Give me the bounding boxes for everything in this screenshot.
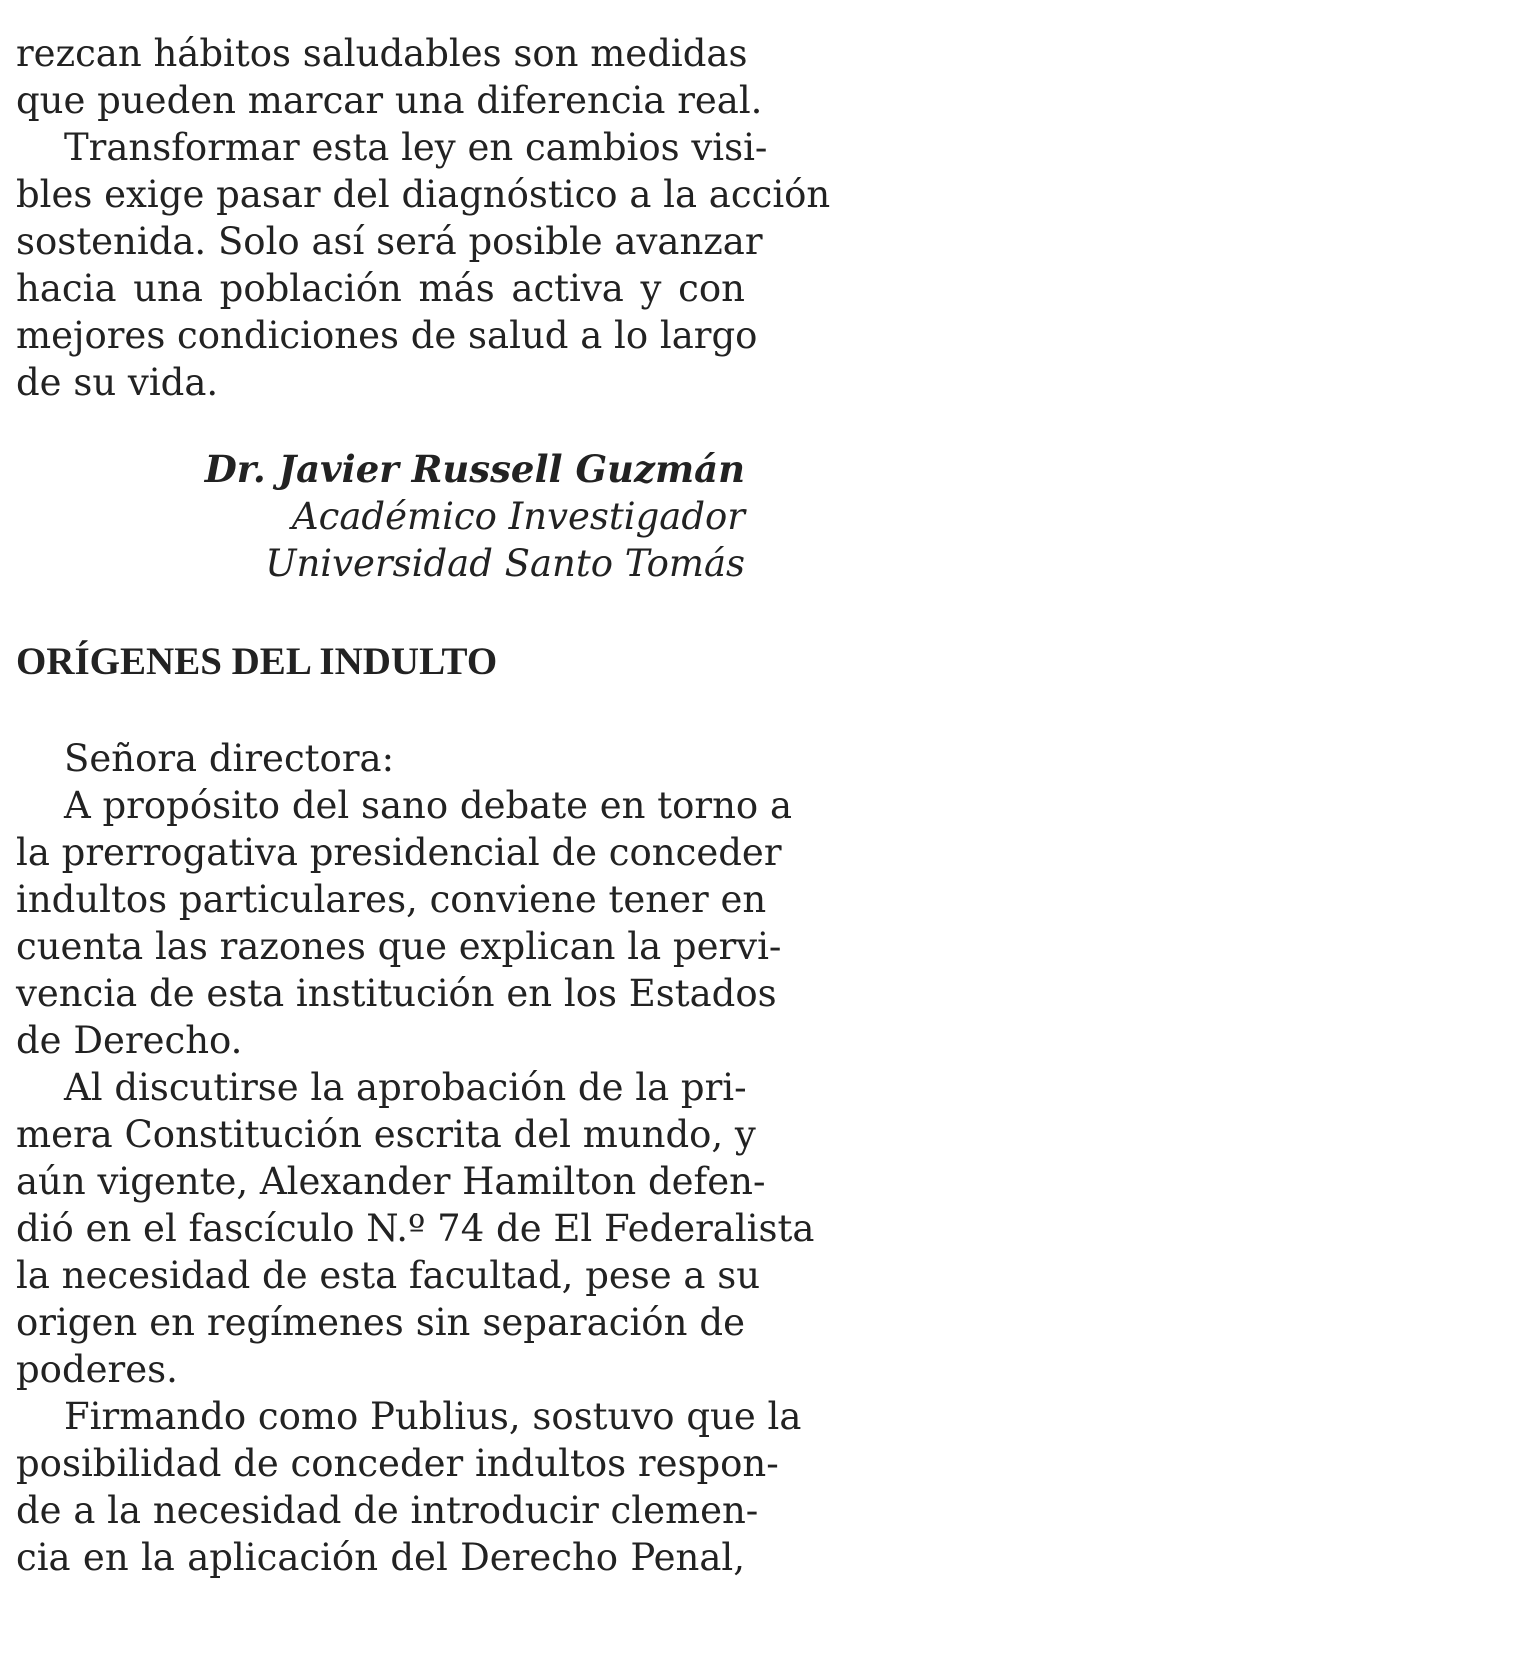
text-line: mejores condiciones de salud a lo largo — [16, 314, 758, 357]
text-line: bles exige pasar del diagnóstico a la acción — [16, 173, 831, 216]
text-line: de Derecho. — [16, 1019, 243, 1062]
text-line: poderes. — [16, 1348, 178, 1391]
letter-1-signature — [16, 446, 745, 587]
text-line: cia en la aplicación del Derecho Penal, — [16, 1536, 745, 1579]
text-line: mera Constitución escrita del mundo, y — [16, 1113, 756, 1156]
letter-2-heading: ORÍGENES DEL INDULTO — [16, 640, 498, 683]
text-line: Firmando como Publius, sostuvo que la — [64, 1395, 802, 1438]
text-line: de a la necesidad de introducir clemen- — [16, 1489, 759, 1532]
salutation: Señora directora: — [64, 737, 395, 780]
text-line: de su vida. — [16, 361, 219, 404]
text-line: dió en el fascículo N.º 74 de El Federalista — [16, 1207, 815, 1250]
signature-title: Académico Investigador — [291, 495, 745, 538]
text-line: A propósito del sano debate en torno a — [64, 784, 793, 827]
letter-2-body — [16, 735, 815, 1581]
text-line: Al discutirse la aprobación de la pri- — [64, 1066, 747, 1109]
text-line: aún vigente, Alexander Hamilton defen- — [16, 1160, 766, 1203]
text-line: cuenta las razones que explican la pervi- — [16, 925, 782, 968]
text-line: indultos particulares, conviene tener en — [16, 878, 767, 921]
text-line: la necesidad de esta facultad, pese a su — [16, 1254, 761, 1297]
text-line: sostenida. Solo así será posible avanzar — [16, 220, 763, 263]
text-line: origen en regímenes sin separación de — [16, 1301, 745, 1344]
text-line: que pueden marcar una diferencia real. — [16, 79, 763, 122]
text-line: Transformar esta ley en cambios visi- — [64, 126, 768, 169]
text-line: vencia de esta institución en los Estados — [16, 972, 777, 1015]
text-line: posibilidad de conceder indultos respon- — [16, 1442, 779, 1485]
text-line: rezcan hábitos saludables son medidas — [16, 32, 748, 75]
text-line: la prerrogativa presidencial de conceder — [16, 831, 782, 874]
signature-institution: Universidad Santo Tomás — [265, 542, 745, 585]
letter-1-body — [16, 30, 831, 406]
signature-name: Dr. Javier Russell Guzmán — [204, 447, 745, 491]
text-line: hacia una población más activa y con — [16, 267, 745, 310]
letters-column — [16, 30, 831, 1581]
